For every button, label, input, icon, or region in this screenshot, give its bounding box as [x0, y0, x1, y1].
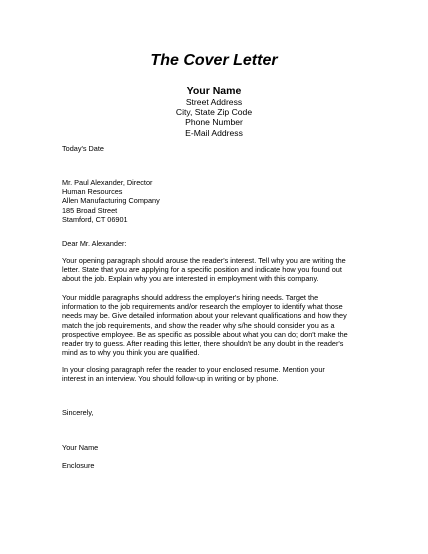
closing-paragraph [62, 365, 367, 383]
paragraph-line: letter. State that you are applying for a specific position and indicate how you found out [62, 265, 342, 275]
sender-address-block [0, 85, 428, 138]
paragraph-line: reader try to guess. After reading this letter, there shouldn't be any doubt in the reader's [62, 339, 344, 349]
letter-date: Today's Date [62, 144, 104, 153]
sender-street: Street Address [185, 97, 243, 107]
document-title: The Cover Letter [150, 52, 278, 69]
paragraph-line: In your closing paragraph refer the reader to your enclosed resume. Mention your [62, 365, 325, 374]
paragraph-line: about the job. Explain why you are interested in employment with this company. [62, 274, 319, 284]
closing: Sincerely, [62, 408, 94, 417]
middle-paragraph [62, 293, 367, 357]
paragraph-line: mind as to why you think you are qualified. [62, 348, 200, 358]
salutation: Dear Mr. Alexander: [62, 239, 127, 248]
paragraph-line: match the job requirements, and show the reader why s/he should consider you as a [62, 320, 335, 330]
paragraph-line: needs may be. Give detailed information about your relevant qualifications and how they [62, 311, 347, 321]
recipient-company: Allen Manufacturing Company [62, 196, 160, 206]
sender-email: E-Mail Address [185, 127, 243, 138]
recipient-street: 185 Broad Street [62, 205, 118, 215]
recipient-address-block [62, 178, 367, 224]
paragraph-line: interest in an interview. You should follow-up in writing or by phone. [62, 374, 279, 384]
paragraph-line: Your middle paragraphs should address the employer's hiring needs. Target the [62, 293, 319, 302]
sender-city-state-zip: City, State Zip Code [175, 107, 253, 118]
paragraph-line: information to the job requirements and/or research the employer to identify what those [62, 302, 343, 312]
sender-phone: Phone Number [185, 117, 243, 128]
opening-paragraph [62, 256, 367, 284]
enclosure-notation: Enclosure [62, 461, 95, 470]
signature-name: Your Name [62, 443, 99, 452]
recipient-department: Human Resources [62, 187, 123, 197]
paragraph-line: prospective employee. Be as specific as possible about what you can do; don't make the [62, 329, 348, 339]
sender-name: Your Name [186, 85, 242, 97]
paragraph-line: Your opening paragraph should arouse the reader's interest. Tell why you are writing the [62, 256, 346, 265]
recipient-name-title: Mr. Paul Alexander, Director [62, 178, 153, 187]
recipient-city-state-zip: Stamford, CT 06901 [62, 214, 128, 224]
